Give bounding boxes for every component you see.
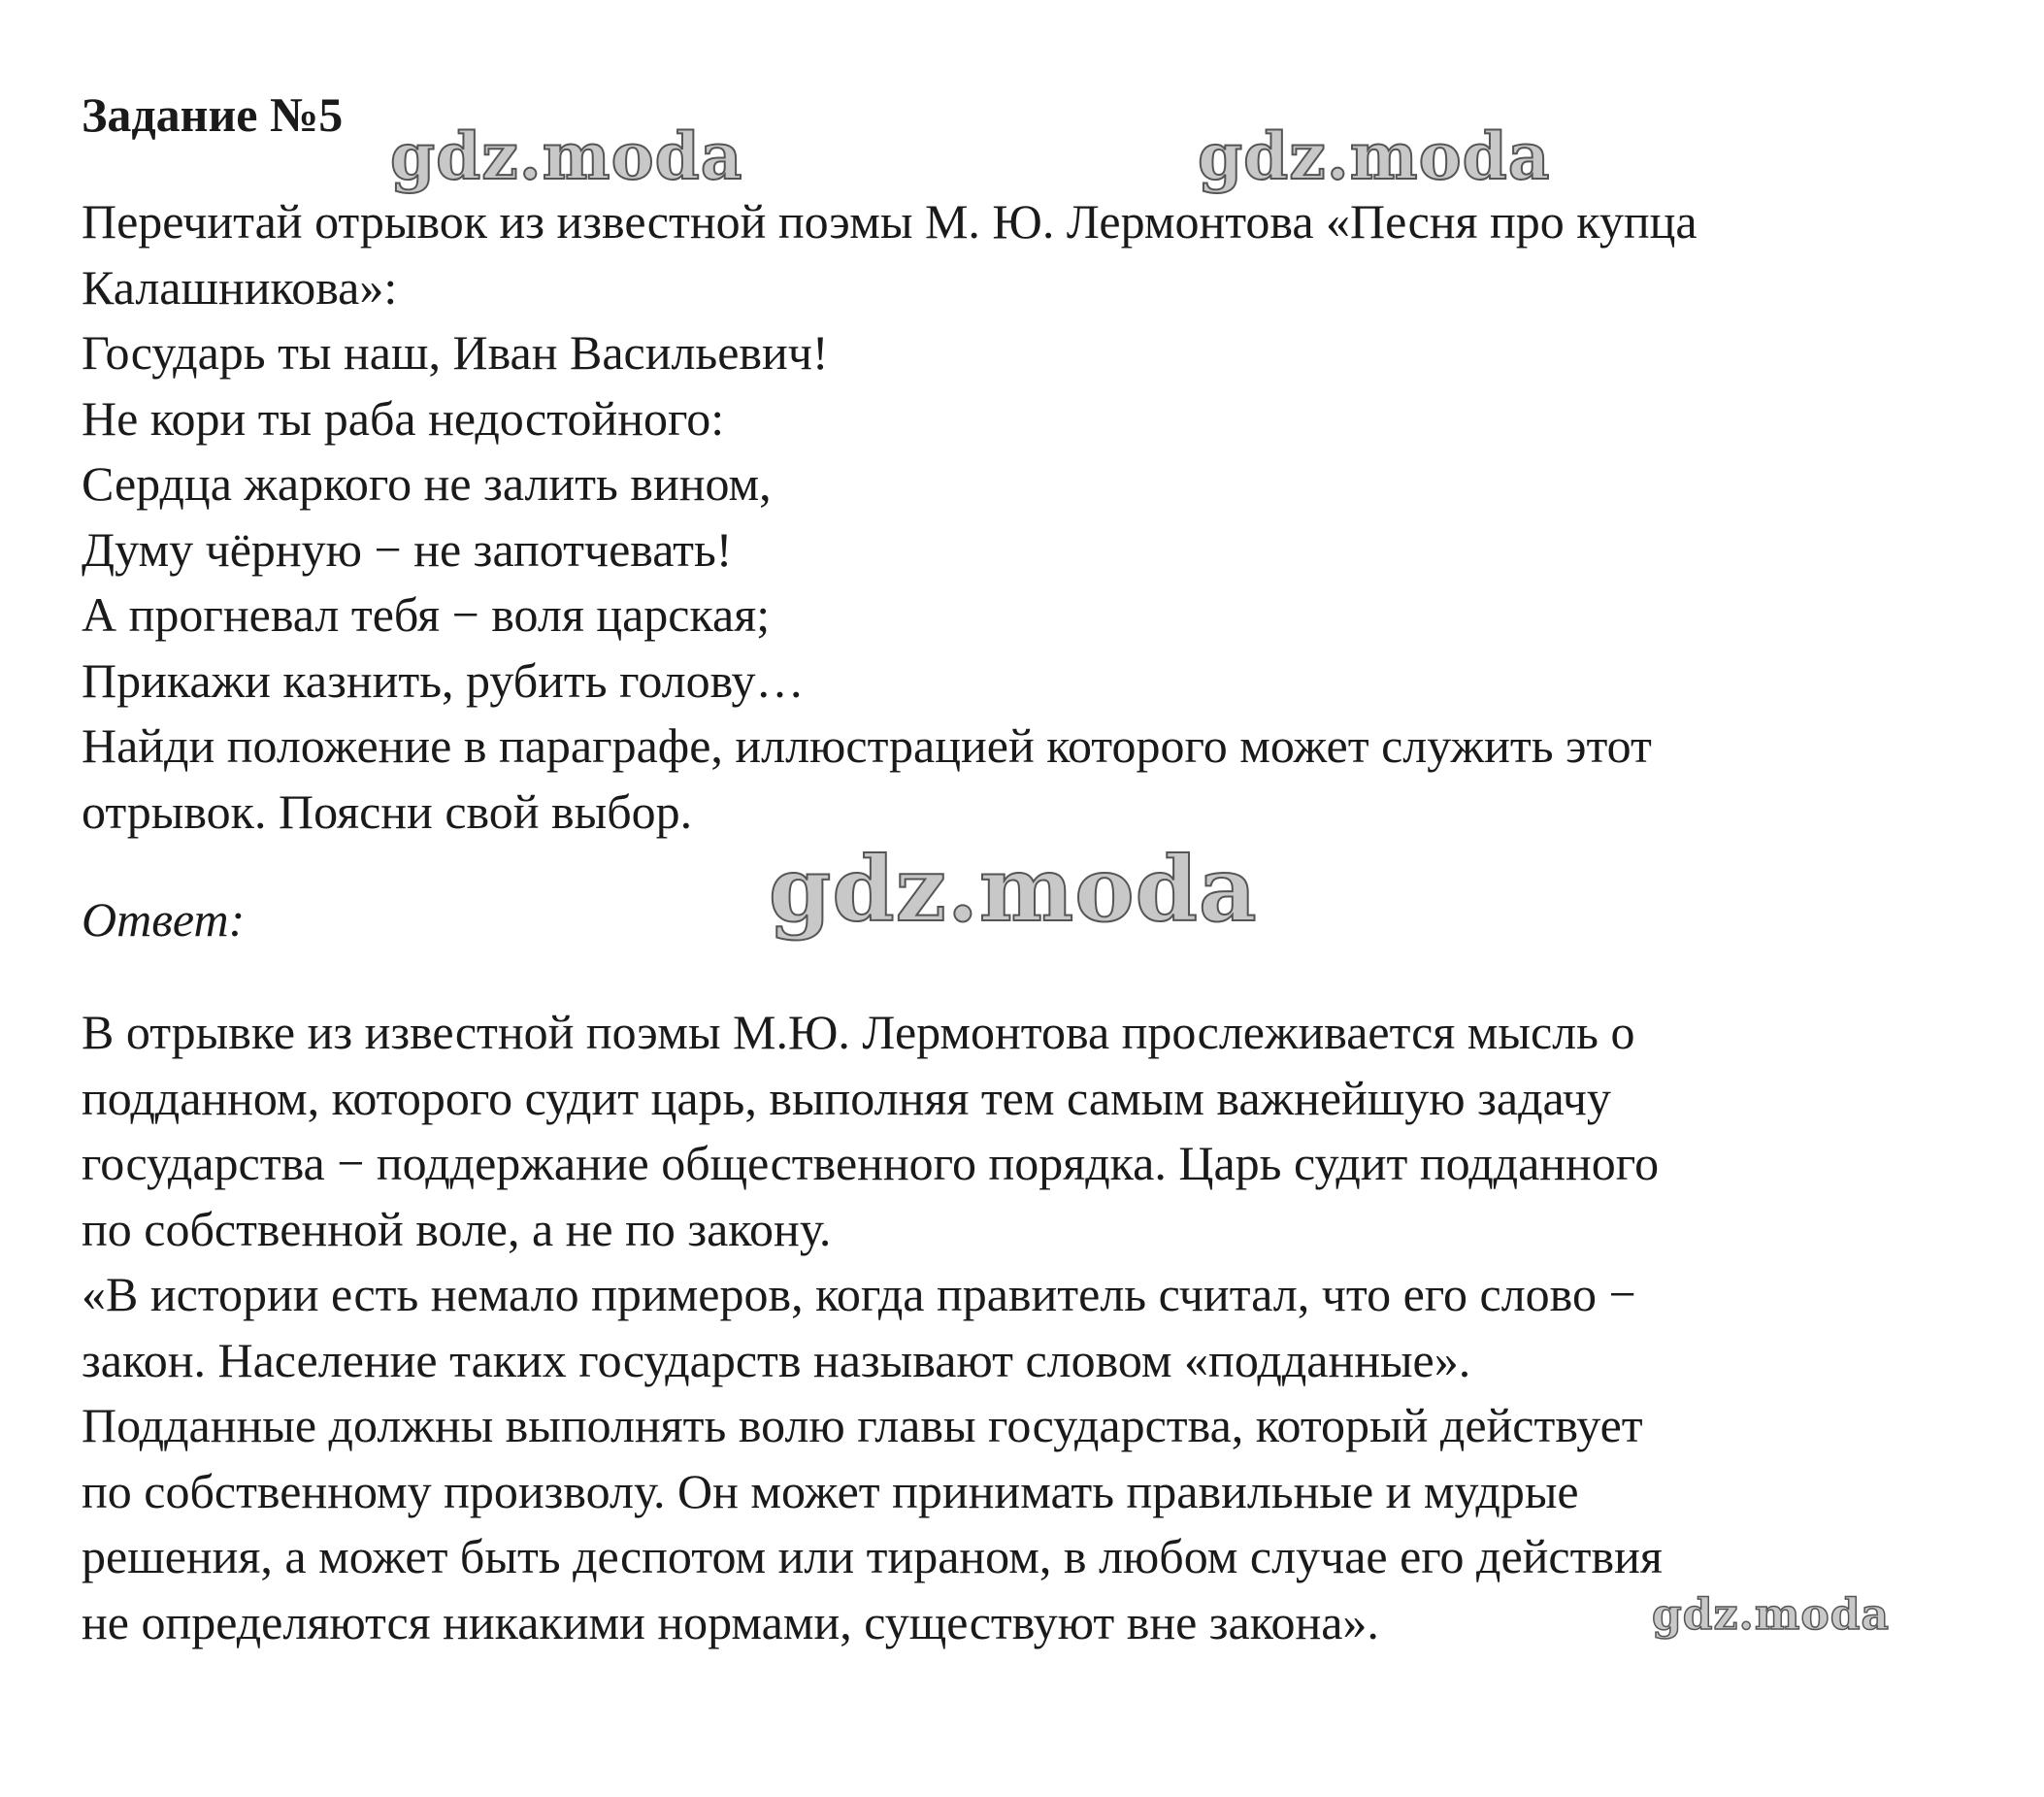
answer-line: закон. Население таких государств называют словом «подданные». [82,1332,1471,1387]
poem-line: Государь ты наш, Иван Васильевич! [82,325,829,380]
watermark-logo: gdz.moda [1652,1590,1891,1640]
poem-line: А прогневал тебя − воля царская; [82,587,771,642]
task-text [82,189,2023,845]
answer-line: решения, а может быть деспотом или тираном, в любом случае его действия [82,1529,1663,1583]
answer-line: по собственному произволу. Он может принимать правильные и мудрые [82,1463,1579,1518]
watermark-logo: gdz.moda [390,118,743,194]
answer-line: не определяются никакими нормами, существуют вне закона». [82,1594,1379,1649]
answer-label: Ответ: [82,892,246,947]
task-line: отрывок. Поясни свой выбор. [82,783,693,839]
poem-line: Прикажи казнить, рубить голову… [82,652,805,708]
task-line: Перечитай отрывок из известной поэмы М. Ю. Лермонтова «Песня про купца [82,194,1698,249]
answer-line: В отрывке из известной поэмы М.Ю. Лермонтова прослеживается мысль о [82,1005,1635,1059]
task-line: Калашникова»: [82,259,398,315]
poem-line: Сердца жаркого не залить вином, [82,456,772,511]
answer-line: «В истории есть немало примеров, когда правитель считал, что его слово − [82,1267,1636,1321]
answer-line: Подданные должны выполнять волю главы государства, который действует [82,1398,1643,1452]
answer-text [82,1000,2023,1655]
task-line: Найди положение в параграфе, иллюстрацией которого может служить этот [82,718,1652,773]
poem-line: Думу чёрную − не запотчевать! [82,521,733,577]
page-title: Задание №5 [82,87,344,142]
answer-line: подданном, которого судит царь, выполняя тем самым важнейшую задачу [82,1070,1611,1125]
answer-line: государства − поддержание общественного порядка. Царь судит подданного [82,1136,1660,1190]
poem-line: Не кори ты раба недостойного: [82,390,725,446]
watermark-logo: gdz.moda [1198,118,1551,194]
watermark-logo: gdz.moda [769,837,1258,942]
answer-line: по собственной воле, а не по закону. [82,1201,832,1256]
